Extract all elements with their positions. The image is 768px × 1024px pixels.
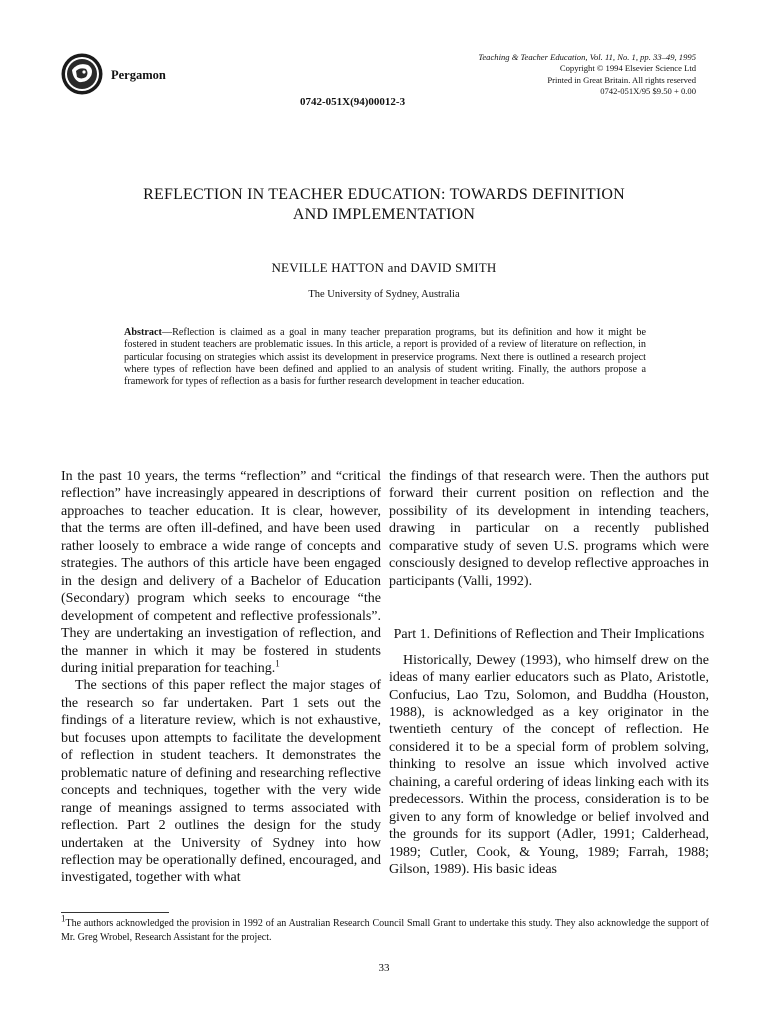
- publisher-name: Pergamon: [111, 68, 166, 82]
- footnote: [61, 913, 709, 944]
- printed-line: Printed in Great Britain. All rights reserved: [547, 74, 696, 85]
- body-column-left: [61, 468, 381, 887]
- footnote-mark: 1: [61, 913, 66, 924]
- abstract: [124, 327, 646, 388]
- footnote-divider: [61, 912, 169, 913]
- section-heading: Part 1. Definitions of Reflection and Their Implications: [393, 627, 705, 643]
- footnote-ref: 1: [275, 658, 280, 669]
- title-line-2: AND IMPLEMENTATION: [292, 206, 476, 223]
- body-paragraph: The sections of this paper reflect the major stages of the research so far undertaken. Part 1 sets out the findings of a literature review, which is not exhaustive, but focuses upon attempts to facilitate the development of reflection in student teachers. It demonstrates the problematic nature of defining and researching reflective concepts and techniques, together with the very wide range of meanings assigned to terms associated with reflection. Part 2 outlines the design for the study undertaken at the University of Sydney into how reflection may be operationally defined, encouraged, and investigated, together with what: [61, 678, 381, 886]
- article-title: [80, 185, 688, 225]
- body-column-right: [389, 468, 709, 879]
- author-names: NEVILLE HATTON and DAVID SMITH: [271, 260, 497, 275]
- body-paragraph: Historically, Dewey (1993), who himself drew on the ideas of many earlier educators such as Plato, Aristotle, Confucius, Lao Tzu, Solomon, and Buddha (Houston, 1988), is acknowledged as a key originator in the twentieth century of the concept of reflection. He considered it to be a special form of problem solving, thinking to resolve an issue which involved active chaining, a careful ordering of ideas linking each with its predecessors. Within the process, consideration is to be given to any form of knowledge or belief involved and the grounds for its support (Adler, 1991; Calderhead, 1989; Cutler, Cook, & Young, 1989; Farrah, 1988; Gilson, 1989). His basic ideas: [389, 652, 709, 878]
- paragraph-text: In the past 10 years, the terms “reflection” and “critical reflection” have increasingly appeared in descriptions of approaches to teacher education. It is clear, however, that the terms are often ill-defined, and have been used rather loosely to embrace a wide range of concepts and strategies. The authors of this article have been engaged in the design and delivery of a Bachelor of Education (Secondary) program which seeks to encourage “the development of competent and reflective professionals”. They are undertaking an investigation of reflection, and the manner in which it may be fostered in students during initial preparation for teaching.: [61, 469, 381, 676]
- page-number: 33: [378, 962, 390, 974]
- body-paragraph: the findings of that research were. Then the authors put forward their current position on reflection and the possibility of its development in intending teachers, drawing in particular on a recently published comparative study of seven U.S. programs which were consciously designed to develop reflective approaches in participants (Valli, 1992).: [389, 469, 709, 589]
- journal-citation: Teaching & Teacher Education, Vol. 11, No. 1, pp. 33–49, 1995: [478, 52, 696, 62]
- author-affiliation: The University of Sydney, Australia: [308, 289, 460, 300]
- title-line-1: REFLECTION IN TEACHER EDUCATION: TOWARDS DEFINITION: [143, 186, 625, 203]
- body-paragraph: [61, 468, 381, 677]
- article-doi: 0742-051X(94)00012-3: [300, 96, 406, 108]
- abstract-text: —Reflection is claimed as a goal in many teacher preparation programs, but its definition and how it might be fostered in student teachers are problematic issues. In this article, a report is provided of a review of literature on reflection, in particular focusing on strategies which assist its development in preservice programs. Next there is outlined a research project where types of reflection have been defined and applied to an analysis of student writing. Finally, the authors propose a framework for types of reflection as a basis for further research development in teacher education.: [124, 327, 646, 388]
- pergamon-globe-icon: [60, 52, 104, 96]
- journal-info: [478, 52, 696, 98]
- price-code: 0742-051X/95 $9.50 + 0.00: [600, 86, 696, 97]
- abstract-label: Abstract: [124, 327, 162, 338]
- footnote-text: The authors acknowledged the provision in 1992 of an Australian Research Council Small Grant to undertake this study. They also acknowledge the support of Mr. Greg Wrobel, Research Assistant for the project.: [61, 918, 709, 943]
- copyright-line: Copyright © 1994 Elsevier Science Ltd: [559, 63, 696, 74]
